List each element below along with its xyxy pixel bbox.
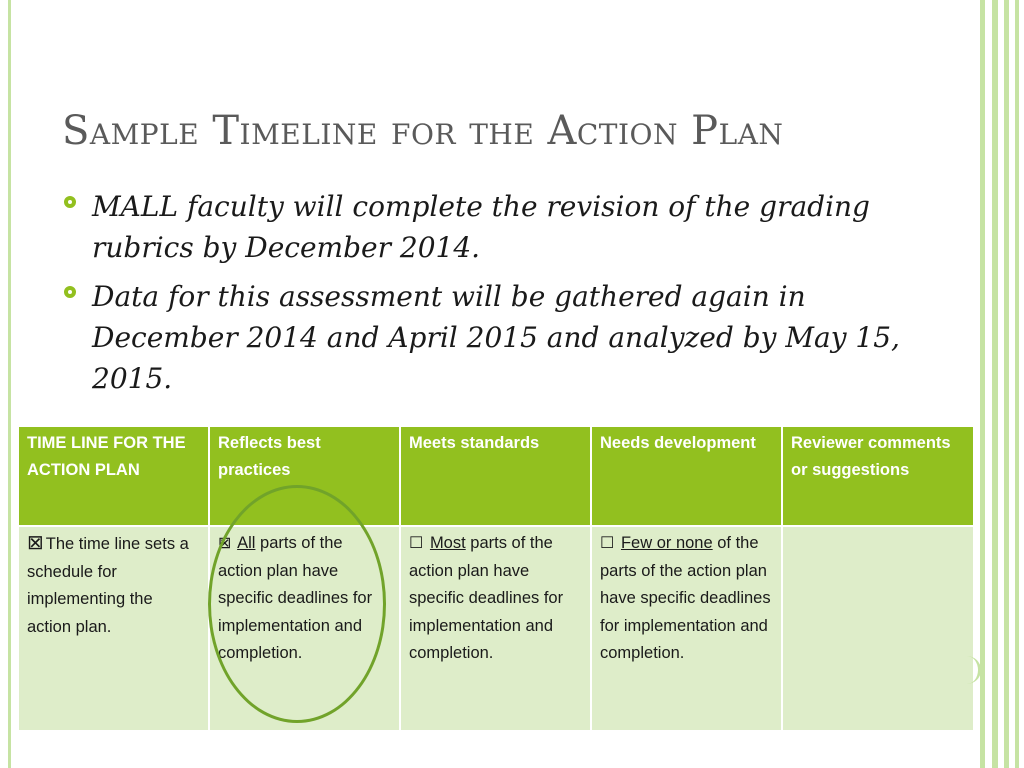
header-cell-meets-standards: Meets standards (400, 426, 591, 526)
unchecked-box-icon[interactable]: ☐ (600, 535, 615, 552)
frame-line-left (8, 0, 11, 768)
cell-keyword: Few or none (620, 534, 713, 552)
checked-box-icon[interactable]: ⊠ (218, 535, 232, 552)
bullet-item (64, 276, 904, 399)
cell-text: The time line sets a schedule for implementing the action plan. (27, 535, 189, 636)
unchecked-box-icon[interactable]: ☐ (409, 535, 424, 552)
checked-box-icon[interactable]: ⊠ (27, 532, 44, 554)
slide-title: Sample Timeline for the Action Plan (62, 108, 784, 154)
bullet-text: Data for this assessment will be gathered again in December 2014 and April 2015 and analyzed by May 15, 2015. (92, 280, 900, 395)
cell-text: of the parts of the action plan have specific deadlines for implementation and completion. (600, 534, 771, 662)
bullet-text: MALL faculty will complete the revision of the grading rubrics by December 2014. (92, 190, 870, 264)
frame-line-right-4 (1015, 0, 1019, 768)
cell-meets-standards (400, 526, 591, 731)
cell-reviewer-comments[interactable] (782, 526, 974, 731)
header-cell-best-practices: Reflects best practices (209, 426, 400, 526)
header-cell-timeline: TIME LINE FOR THE ACTION PLAN (18, 426, 209, 526)
cell-keyword: Most (429, 534, 466, 552)
slide-number-decoration (962, 656, 981, 684)
frame-line-right-1 (980, 0, 985, 768)
table-header-row (18, 426, 974, 526)
cell-criterion (18, 526, 209, 731)
bullet-list (64, 186, 904, 407)
frame-line-right-2 (992, 0, 998, 768)
cell-needs-development (591, 526, 782, 731)
cell-text: parts of the action plan have specific deadlines for implementation and completion. (409, 534, 564, 662)
cell-best-practices (209, 526, 400, 731)
frame-line-right-3 (1004, 0, 1009, 768)
ring-bullet-icon (64, 286, 76, 298)
cell-keyword: All (237, 534, 256, 552)
header-cell-needs-development: Needs development (591, 426, 782, 526)
table-row (18, 526, 974, 731)
ring-bullet-icon (64, 196, 76, 208)
rubric-table (17, 425, 973, 732)
bullet-item (64, 186, 904, 268)
cell-text: parts of the action plan have specific deadlines for implementation and completion. (218, 534, 373, 662)
header-cell-reviewer-comments: Reviewer comments or suggestions (782, 426, 974, 526)
